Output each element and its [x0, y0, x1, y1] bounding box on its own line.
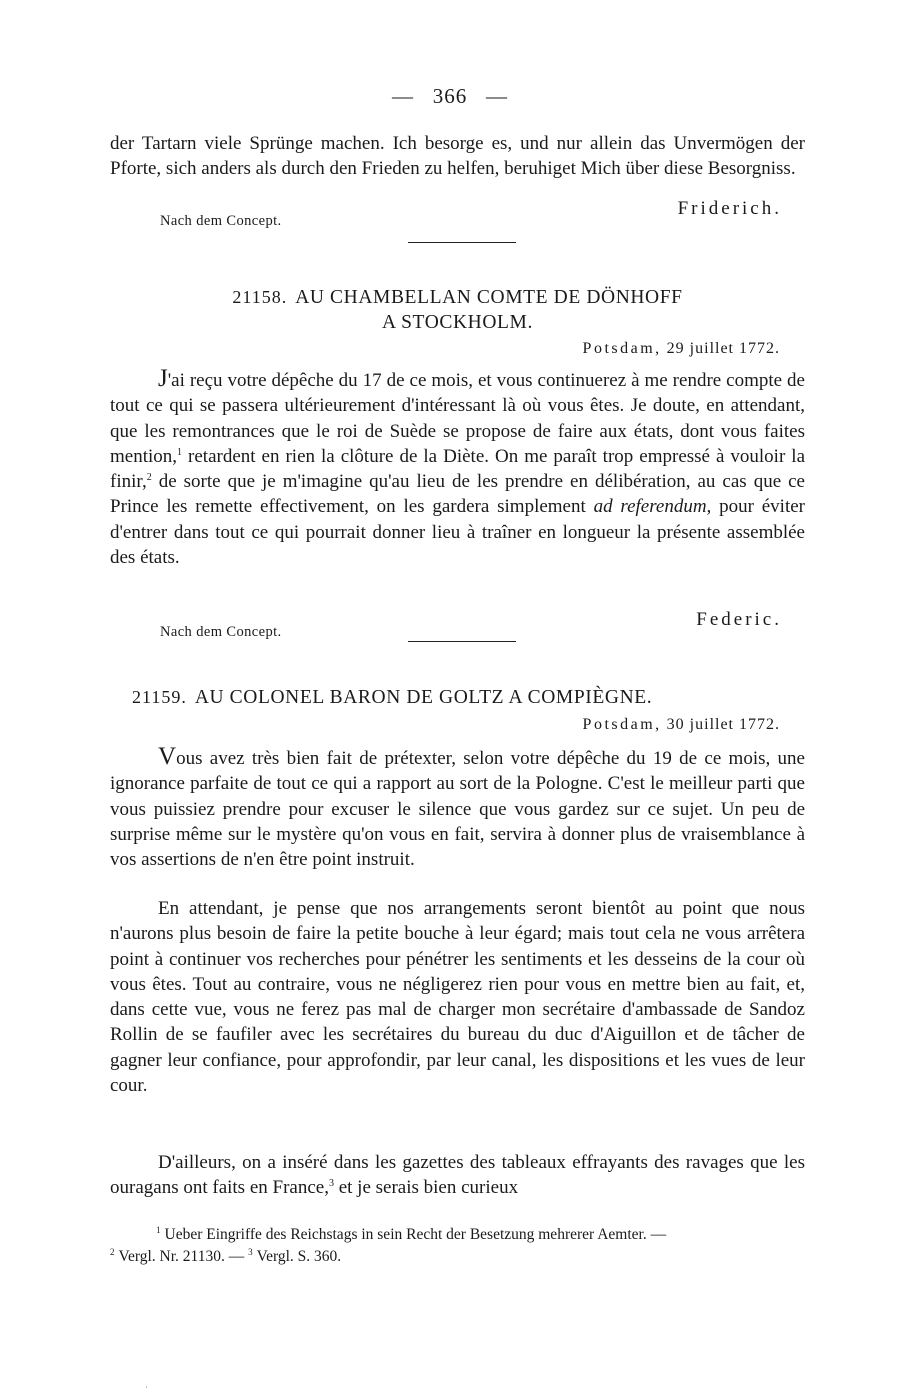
letter-21159-paragraph-3-part1: D'ailleurs, on a inséré dans les gazettes des tableaux effrayants des ravages que les ouragans ont faits en France, — [110, 1152, 805, 1199]
footnote-ref-1: 1 — [177, 446, 183, 458]
letter-21159-paragraph-1-text: ous avez très bien fait de prétexter, selon votre dépêche du 19 de ce mois, une ignorance parfaite de tout ce qui a rapport au sort de la Pologne. C'est le meilleur parti que vous puissiez prendre pour excuser le silence que vous gardez sur ce sujet. Un peu de surprise même sur le mystère qu'on vous en fait, servira à donner plus de vraisemblance à vos assertions de n'en être point instruit. — [110, 748, 805, 871]
letter-21159-dropcap: V — [158, 743, 177, 770]
footnote-2-text: Vergl. Nr. 21130. — — [118, 1248, 245, 1265]
continuation-paragraph: der Tartarn viele Sprünge machen. Ich besorge es, und nur allein das Unvermögen der Pforte, sich anders als durch den Frieden zu helfen, beruhiget Mich über diese Besorgniss. — [110, 133, 805, 180]
letter-21158-body — [110, 366, 805, 570]
letter-21159-number: 21159. — [132, 687, 187, 707]
footnote-1-text: Ueber Eingriffe des Reichstags in sein Recht der Besetzung mehrerer Aemter. — — [164, 1226, 667, 1243]
continuation-signature: Friderich. — [677, 198, 782, 219]
letter-21158-dropcap: J — [158, 365, 168, 392]
letter-21159-paragraph-3 — [110, 1150, 805, 1201]
footnote-3-text: Vergl. S. 360. — [256, 1248, 342, 1265]
letter-21159-date: 30 juillet 1772. — [666, 716, 780, 733]
letter-21158-body-part2: retardent en rien la clôture de la Diète. On me paraît trop empressé à vouloir la finir, — [110, 445, 805, 493]
letter-21158-source-note: Nach dem Concept. — [160, 624, 282, 640]
letter-21158-signature: Federic. — [696, 609, 782, 630]
letter-21158-body-part4: pour éviter d'entrer dans tout ce qui pourrait donner lieu à traîner en longueur la présente assemblée des états. — [110, 496, 805, 569]
page-number-dash-right: — — [486, 84, 508, 108]
footnote-2-3 — [110, 1246, 805, 1268]
letter-21159-place: Potsdam, — [582, 716, 662, 733]
letter-21158-italic-phrase: ad referendum, — [593, 496, 712, 518]
page-number — [0, 84, 900, 109]
footnotes — [110, 1224, 805, 1268]
letter-21158-date: 29 juillet 1772. — [666, 340, 780, 357]
footnote-1-mark: 1 — [156, 1225, 161, 1235]
letter-21158-body-part3: de sorte que je m'imagine qu'au lieu de les prendre en délibération, au cas que ce Prince les remette effectivement, on les gardera simplement — [110, 471, 805, 518]
footnote-2-mark: 2 — [110, 1247, 115, 1257]
page-number-value: 366 — [432, 84, 468, 108]
scan-speck: · — [145, 1382, 148, 1392]
letter-21159-paragraph-1 — [110, 744, 805, 872]
letter-21159-heading — [110, 685, 805, 710]
footnote-ref-3: 3 — [328, 1178, 334, 1190]
letter-21159-paragraph-3-part2: et je serais bien curieux — [333, 1177, 519, 1199]
letter-21159-dateline — [583, 716, 780, 734]
continuation-source-note: Nach dem Concept. — [160, 213, 282, 229]
letter-21158-heading — [110, 285, 805, 335]
section-divider — [408, 641, 516, 642]
section-divider — [408, 242, 516, 243]
footnote-ref-2: 2 — [146, 472, 152, 484]
letter-21159-heading-text: AU COLONEL BARON DE GOLTZ A COMPIÈGNE. — [194, 687, 653, 708]
letter-21158-heading-line1: AU CHAMBELLAN COMTE DE DÖNHOFF — [295, 287, 683, 308]
letter-21158-body-part1: 'ai reçu votre dépêche du 17 de ce mois, et vous continuerez à me rendre compte de tout ce qui se passera ultérieurement d'intéressant là où vous êtes. Je doute, en attendant, que les remontrances que le roi de Suède se propose de faire aux états, dont vous faites mention, — [110, 370, 805, 467]
footnote-3-mark: 3 — [248, 1247, 253, 1257]
letter-21158-dateline — [583, 340, 780, 358]
page-number-dash-left: — — [392, 84, 414, 108]
letter-21158-heading-line2: A STOCKHOLM. — [382, 312, 533, 333]
letter-21159-paragraph-2: En attendant, je pense que nos arrangements seront bientôt au point que nous n'aurons plus besoin de faire la petite bouche à leur égard; mais tout cela ne vous arrêtera point à continuer vos recherches pour pénétrer les sentiments et les desseins de la cour où vous êtes. Tout au contraire, vous ne négligerez rien pour vous en mettre bien au fait, et, dans cette vue, vous ne ferez pas mal de charger mon secrétaire d'ambassade de Sandoz Rollin de se faufiler avec les secrétaires du bureau du duc d'Aiguillon et de tâcher de gagner leur confiance, pour approfondir, par leur canal, les dispositions et les vues de leur cour. — [110, 898, 805, 1097]
letter-21158-number: 21158. — [232, 287, 288, 307]
letter-21158-place: Potsdam, — [582, 340, 662, 357]
footnote-1 — [110, 1224, 805, 1246]
